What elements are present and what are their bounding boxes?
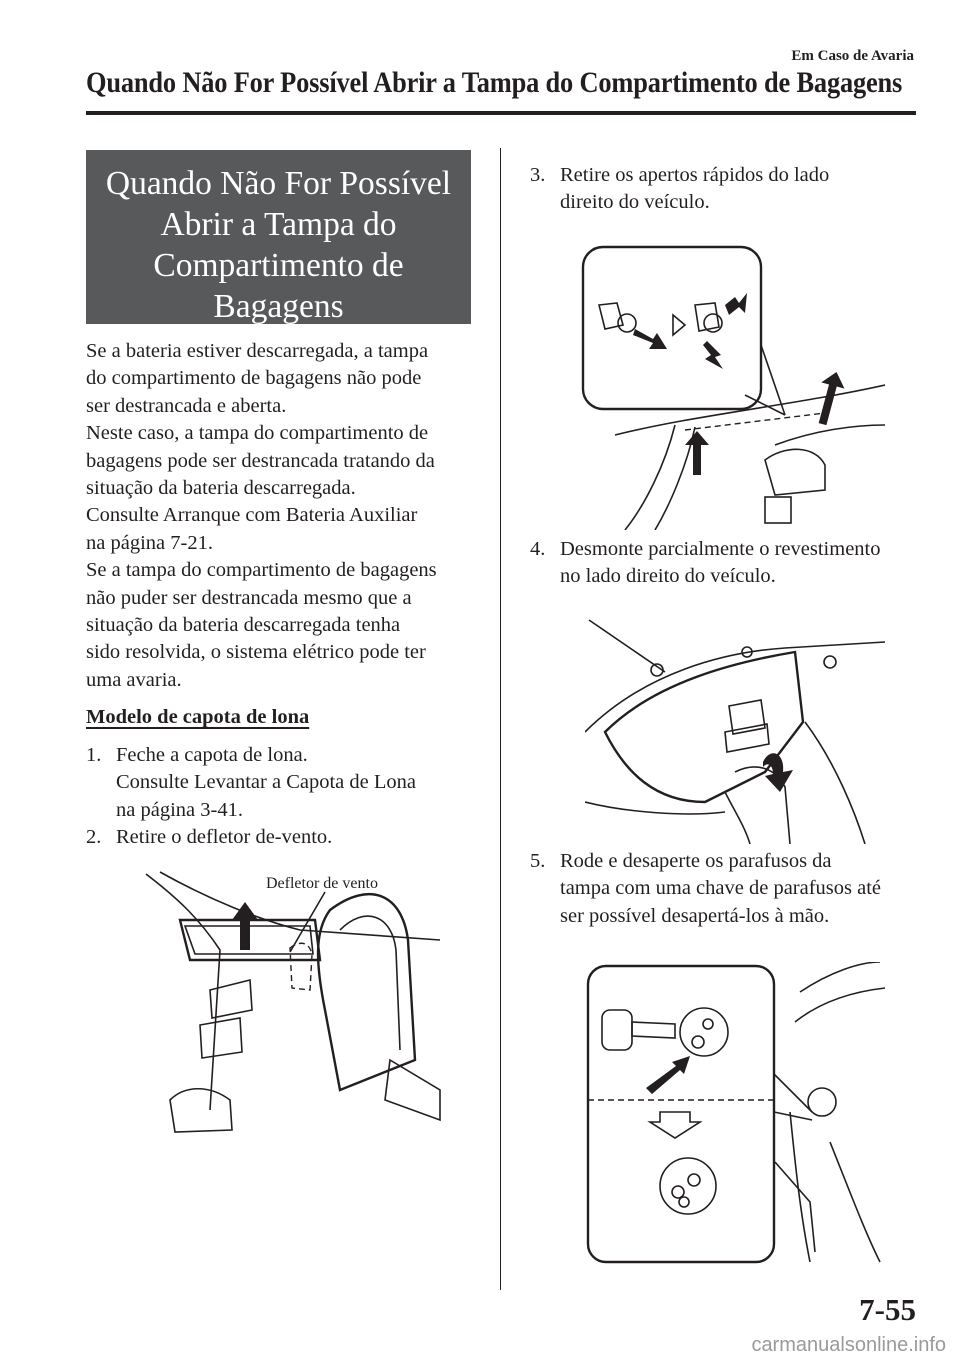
figure-label: Defletor de vento <box>266 875 378 892</box>
header-rule <box>86 111 916 115</box>
step-number: 2. <box>86 825 102 848</box>
step-line: ser possível desapertá-los à mão. <box>560 904 830 927</box>
step-line: Desmonte parcialmente o revestimento <box>560 538 881 560</box>
step-2 <box>86 824 481 851</box>
intro-line: bagagens pode ser destrancada tratando da <box>86 449 435 472</box>
intro-line: Se a tampa do compartimento de bagagens <box>86 559 437 582</box>
step-line: direito do veículo. <box>560 191 710 214</box>
intro-line: do compartimento de bagagens não pode <box>86 367 422 390</box>
step-line: Feche a capota de lona. <box>116 743 308 766</box>
step-number: 1. <box>86 743 102 766</box>
intro-line: Consulte Arranque com Bateria Auxiliar <box>86 504 418 527</box>
page-header-title: Quando Não For Possível Abrir a Tampa do Compartimento de Bagagens <box>86 66 903 99</box>
intro-line: sido resolvida, o sistema elétrico pode ter <box>86 641 426 664</box>
title-line: Bagagens <box>213 288 344 325</box>
intro-line: situação da bateria descarregada. <box>86 477 356 500</box>
step-number: 3. <box>530 164 546 186</box>
wind-deflector-illustration <box>140 860 450 1150</box>
step-5 <box>530 848 920 930</box>
quick-fastener-illustration <box>575 245 885 530</box>
step-line: Rode e desaperte os parafusos da <box>560 850 832 872</box>
trim-removal-illustration <box>585 612 885 844</box>
intro-line: Se a bateria estiver descarregada, a tampa <box>86 340 429 362</box>
step-1 <box>86 742 481 824</box>
step-line: no lado direito do veículo. <box>560 565 776 588</box>
step-line: Retire o defletor de-vento. <box>116 825 333 848</box>
intro-line: Neste caso, a tampa do compartimento de <box>86 422 429 445</box>
step-4 <box>530 536 920 591</box>
callout-line <box>290 892 325 952</box>
step-line: tampa com uma chave de parafusos até <box>560 877 882 900</box>
step-line: Consulte Levantar a Capota de Lona <box>116 771 416 794</box>
step-number: 4. <box>530 538 546 560</box>
screw-loosening-illustration <box>580 962 885 1272</box>
step-line: na página 3-41. <box>116 798 243 821</box>
step-number: 5. <box>530 850 546 872</box>
intro-line: ser destrancada e aberta. <box>86 394 287 417</box>
step-3 <box>530 162 920 217</box>
column-divider <box>500 148 501 1290</box>
left-column <box>86 338 481 851</box>
title-line: Abrir a Tampa do <box>160 206 397 243</box>
intro-line: uma avaria. <box>86 668 182 691</box>
subheading: Modelo de capota de lona <box>86 706 310 729</box>
step-line: Retire os apertos rápidos do lado <box>560 164 830 186</box>
intro-line: situação da bateria descarregada tenha <box>86 614 401 637</box>
intro-line: não puder ser destrancada mesmo que a <box>86 586 412 609</box>
section-label: Em Caso de Avaria <box>791 48 914 64</box>
watermark: carmanualsonline.info <box>751 1334 946 1356</box>
section-title-box <box>86 150 471 324</box>
title-line: Compartimento de <box>153 247 404 284</box>
title-line: Quando Não For Possível <box>105 165 452 202</box>
page-number: 7-55 <box>859 1292 916 1327</box>
intro-line: na página 7-21. <box>86 531 213 554</box>
curved-arrow-icon <box>763 753 793 792</box>
